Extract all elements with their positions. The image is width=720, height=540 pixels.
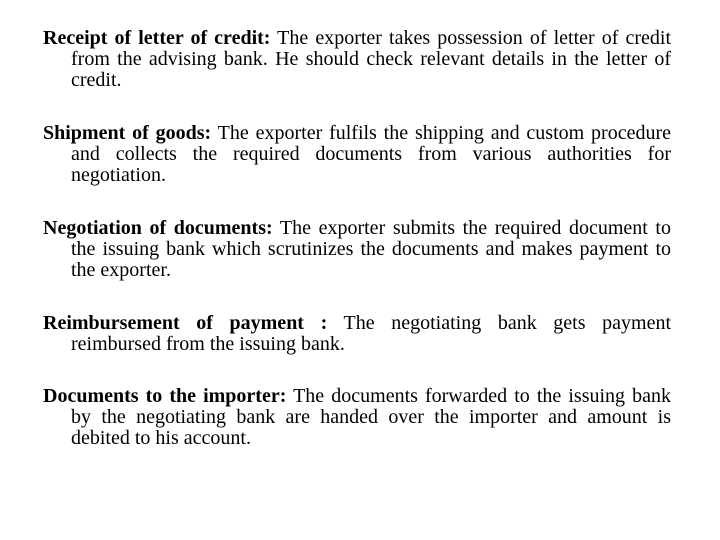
step-receipt-of-letter-of-credit [43,28,671,91]
step-description: The negotiating bank gets payment reimbursed from the issuing bank. [71,312,672,355]
step-term: Shipment of goods: [43,122,212,144]
step-description: The exporter submits the required document to the issuing bank which scrutinizes the documents and makes payment to the exporter. [71,217,671,281]
step-documents-to-the-importer [43,386,671,449]
step-term: Receipt of letter of credit: [43,27,271,49]
step-term: Negotiation of documents: [43,217,273,239]
step-description: The exporter fulfils the shipping and custom procedure and collects the required documents from various authorities for negotiation. [71,122,671,186]
step-description: The exporter takes possession of letter of credit from the advising bank. He should check relevant details in the letter of credit. [71,27,671,91]
step-shipment-of-goods [43,123,671,186]
step-negotiation-of-documents [43,218,671,281]
step-term: Documents to the importer: [43,385,287,407]
step-term: Reimbursement of payment : [43,312,328,334]
step-reimbursement-of-payment [43,313,671,355]
step-description: The documents forwarded to the issuing bank by the negotiating bank are handed over the importer and amount is debited to his account. [71,385,671,449]
